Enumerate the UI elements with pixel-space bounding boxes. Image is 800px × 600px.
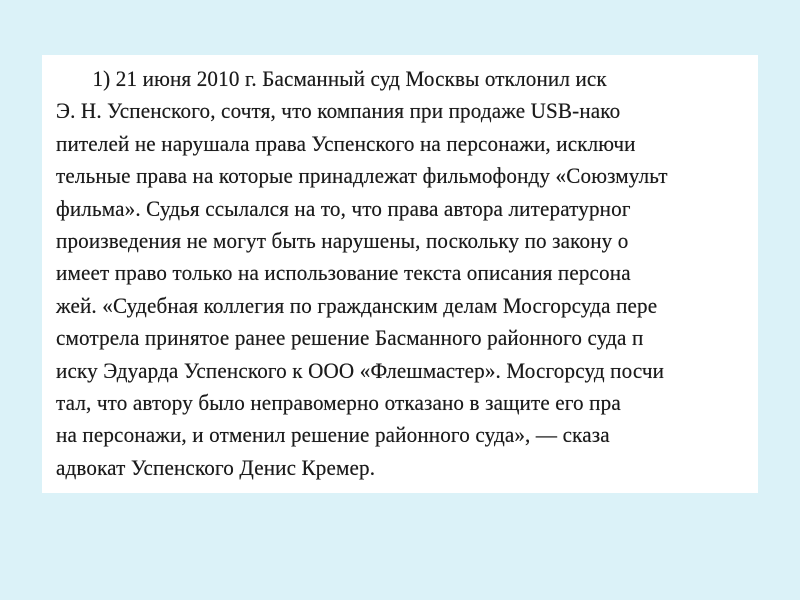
text-line-8: жей. «Судебная коллегия по гражданским делам Мосгорсуда пере: [56, 292, 658, 318]
text-line-13: адвокат Успенского Денис Кремер.: [56, 454, 376, 480]
text-line-4: тельные права на которые принадлежат фильмофонду «Союзмульт: [56, 163, 668, 189]
text-line-3: пителей не нарушала права Успенского на персонажи, исключи: [56, 130, 636, 156]
text-line-10: иску Эдуарда Успенского к ООО «Флешмастер». Мосгорсуд посчи: [56, 357, 665, 383]
text-line-7: имеет право только на использование текста описания персона: [56, 260, 631, 286]
text-line-1: 1) 21 июня 2010 г. Басманный суд Москвы отклонил иск: [92, 66, 607, 91]
text-line-9: смотрела принятое ранее решение Басманного районного суда п: [56, 325, 644, 351]
text-line-6: произведения не могут быть нарушены, поскольку по закону о: [56, 227, 629, 253]
text-line-11: тал, что автору было неправомерно отказано в защите его пра: [56, 389, 621, 415]
text-line-2: Э. Н. Успенского, сочтя, что компания при продаже USB-нако: [56, 98, 621, 124]
text-line-12: на персонажи, и отменил решение районного суда», — сказа: [56, 422, 610, 448]
paragraph-text: [56, 63, 758, 484]
text-line-5: фильма». Судья ссылался на то, что права автора литературног: [56, 195, 631, 221]
scanned-text-page: [42, 55, 758, 493]
